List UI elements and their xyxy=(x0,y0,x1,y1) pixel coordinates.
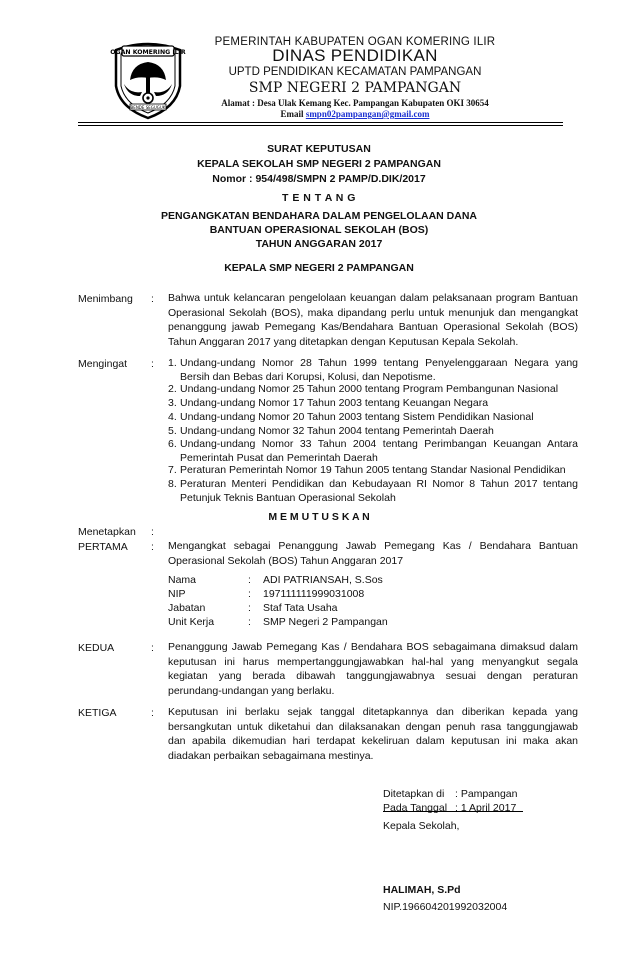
letterhead-uptd: UPTD PENDIDIKAN KECAMATAN PAMPANGAN xyxy=(228,66,482,78)
item-text: Pemerintah Pusat dan Pemerintah Daerah xyxy=(180,451,378,464)
field-value-jabatan: Staf Tata Usaha xyxy=(263,602,338,614)
pertama-colon: : xyxy=(151,541,154,553)
menimbang-colon: : xyxy=(151,293,154,305)
pertama-line: Mengangkat sebagai Penanggung Jawab Pemegang Kas / Bendahara Bantuan xyxy=(168,540,578,552)
field-sep: : xyxy=(248,588,251,600)
pertama-line: Operasional Sekolah (BOS) Tahun Anggaran 2017 xyxy=(168,554,404,567)
email-link[interactable]: smpn02pampangan@gmail.com xyxy=(305,109,430,119)
doc-kepala: KEPALA SMP NEGERI 2 PAMPANGAN xyxy=(224,262,414,274)
tanggal-value: : 1 April 2017 xyxy=(455,802,517,814)
logo-bottom-text: BENDE SEGUGUK xyxy=(130,105,166,110)
menimbang-label: Menimbang xyxy=(78,293,133,305)
ketiga-line: Keputusan ini berlaku sejak tanggal ditetapkannya dan diberikan kepada yang xyxy=(168,706,578,718)
menetapkan-label: Menetapkan xyxy=(78,526,136,538)
doc-tentang: T E N T A N G xyxy=(282,192,356,204)
kedua-line: keputusan ini harus mempertanggungjawabkan hal-hal yang menyangkut segala xyxy=(168,655,578,668)
letterhead-government: PEMERINTAH KABUPATEN OGAN KOMERING ILIR xyxy=(214,36,496,48)
item-number: 3. xyxy=(168,397,177,409)
item-text: Undang-undang Nomor 17 Tahun 2003 tentang Keuangan Negara xyxy=(180,397,489,409)
pertama-label: PERTAMA xyxy=(78,541,128,553)
letterhead-agency: DINAS PENDIDIKAN xyxy=(272,46,438,65)
doc-issuer: KEPALA SEKOLAH SMP NEGERI 2 PAMPANGAN xyxy=(197,158,441,170)
item-text: Peraturan Pemerintah Nomor 19 Tahun 2005 tentang Standar Nasional Pendidikan xyxy=(180,464,566,476)
mengingat-item xyxy=(168,425,578,439)
ketiga-line: diadakan perbaikan sebagaimana mestinya. xyxy=(168,749,374,762)
field-value-nip: 197111111999031008 xyxy=(263,588,365,600)
doc-number: Nomor : 954/498/SMPN 2 PAMP/D.DIK/2017 xyxy=(212,173,426,185)
ditetapkan-label: Ditetapkan di xyxy=(383,788,445,800)
field-value-nama: ADI PATRIANSAH, S.Sos xyxy=(263,574,383,586)
signatory-nip: NIP.196604201992032004 xyxy=(383,901,508,913)
letterhead-rule-thin xyxy=(78,125,563,126)
mengingat-item xyxy=(168,383,578,397)
ketiga-text xyxy=(168,705,578,763)
item-number: 5. xyxy=(168,425,177,437)
signatory-name: HALIMAH, S.Pd xyxy=(383,884,461,896)
field-key-jabatan: Jabatan xyxy=(168,602,206,614)
letterhead-school: SMP NEGERI 2 PAMPANGAN xyxy=(248,80,462,96)
menimbang-line: penanggung jawab Pemegang Kas/Bendahara Bantuan Operasional Sekolah (BOS) xyxy=(168,321,578,333)
kedua-text xyxy=(168,640,578,698)
ketiga-line: bersangkutan untuk diketahui dan dilaksanakan dengan penuh rasa tanggungjawab xyxy=(168,720,578,733)
item-text: Undang-undang Nomor 20 Tahun 2003 tentang Sistem Pendidikan Nasional xyxy=(180,411,534,423)
field-sep: : xyxy=(248,574,251,586)
doc-title: SURAT KEPUTUSAN xyxy=(267,143,371,155)
item-number: 1. xyxy=(168,357,177,369)
menimbang-line: Operasional Sekolah (BOS), maka dipandang perlu untuk menunjuk dan mengangkat xyxy=(168,306,578,319)
item-text: Bersih dan Bebas dari Korupsi, Kolusi, dan Nepotisme. xyxy=(180,370,436,383)
kedua-colon: : xyxy=(151,642,154,654)
item-number: 2. xyxy=(168,383,177,395)
field-key-unit-kerja: Unit Kerja xyxy=(168,616,215,628)
item-text: Undang-undang Nomor 25 Tahun 2000 tentang Program Pembangunan Nasional xyxy=(180,383,559,395)
doc-subject-1: PENGANGKATAN BENDAHARA DALAM PENGELOLAAN DANA xyxy=(161,210,477,222)
signatory-position: Kepala Sekolah, xyxy=(383,820,460,832)
field-sep: : xyxy=(248,602,251,614)
ketiga-line: dan apabila dikemudian hari terdapat kekeliruan dalam keputusan ini maka akan xyxy=(168,735,578,747)
email-label: Email xyxy=(280,109,304,119)
mengingat-item xyxy=(168,397,578,411)
school-emblem-logo xyxy=(110,40,186,120)
mengingat-item xyxy=(168,464,578,478)
letterhead-email-line xyxy=(150,109,560,119)
tanggal-label: Pada Tanggal xyxy=(383,802,448,814)
pertama-text xyxy=(168,539,578,568)
memutuskan-heading: M E M U T U S K A N xyxy=(268,511,370,523)
letterhead-rule-thick xyxy=(78,122,563,123)
item-number: 4. xyxy=(168,411,177,423)
letterhead-address: Alamat : Desa Ulak Kemang Kec. Pampangan Kabupaten OKI 30654 xyxy=(221,98,489,108)
ketiga-colon: : xyxy=(151,707,154,719)
ditetapkan-value: : Pampangan xyxy=(455,788,518,800)
item-text: Peraturan Menteri Pendidikan dan Kebudayaan RI Nomor 8 Tahun 2017 tentang xyxy=(180,478,578,490)
mengingat-item xyxy=(168,411,578,425)
menimbang-text xyxy=(168,291,578,349)
mengingat-item xyxy=(168,478,578,505)
doc-subject-2: BANTUAN OPERASIONAL SEKOLAH (BOS) xyxy=(209,224,429,236)
menimbang-line: Bahwa untuk kelancaran pengelolaan keuangan dalam pelaksanaan program Bantuan xyxy=(168,292,578,304)
kedua-line: perundang-undangan yang berlaku. xyxy=(168,684,335,697)
kedua-line: kegiatan yang berada dibawah tanggungjawabnya sesuai dengan peraturan xyxy=(168,670,578,682)
item-number: 7. xyxy=(168,464,177,476)
item-text: Petunjuk Teknis Bantuan Operasional Sekolah xyxy=(180,491,396,504)
logo-top-text: OGAN KOMERING ILIR xyxy=(110,49,186,56)
signature-date-rule xyxy=(383,811,523,812)
field-key-nama: Nama xyxy=(168,574,197,586)
ketiga-label: KETIGA xyxy=(78,707,117,719)
mengingat-label: Mengingat xyxy=(78,358,128,370)
menetapkan-colon: : xyxy=(151,526,154,538)
item-text: Undang-undang Nomor 28 Tahun 1999 tentang Penyelenggaraan Negara yang xyxy=(180,357,578,369)
mengingat-item xyxy=(168,357,578,384)
field-key-nip: NIP xyxy=(168,588,186,600)
item-number: 6. xyxy=(168,438,177,450)
menimbang-line: Tahun Anggaran 2017 yang ditetapkan dengan Keputusan Kepala Sekolah. xyxy=(168,335,519,348)
field-value-unit-kerja: SMP Negeri 2 Pampangan xyxy=(263,616,388,628)
item-text: Undang-undang Nomor 33 Tahun 2004 tentang Perimbangan Keuangan Antara xyxy=(180,438,578,450)
item-text: Undang-undang Nomor 32 Tahun 2004 tentang Pemerintah Daerah xyxy=(180,425,494,437)
mengingat-colon: : xyxy=(151,358,154,370)
field-sep: : xyxy=(248,616,251,628)
kedua-line: Penanggung Jawab Pemegang Kas / Bendahara BOS sebagaimana dimaksud dalam xyxy=(168,641,578,653)
item-number: 8. xyxy=(168,478,177,490)
kedua-label: KEDUA xyxy=(78,642,115,654)
mengingat-item xyxy=(168,438,578,465)
doc-subject-3: TAHUN ANGGARAN 2017 xyxy=(255,238,383,250)
